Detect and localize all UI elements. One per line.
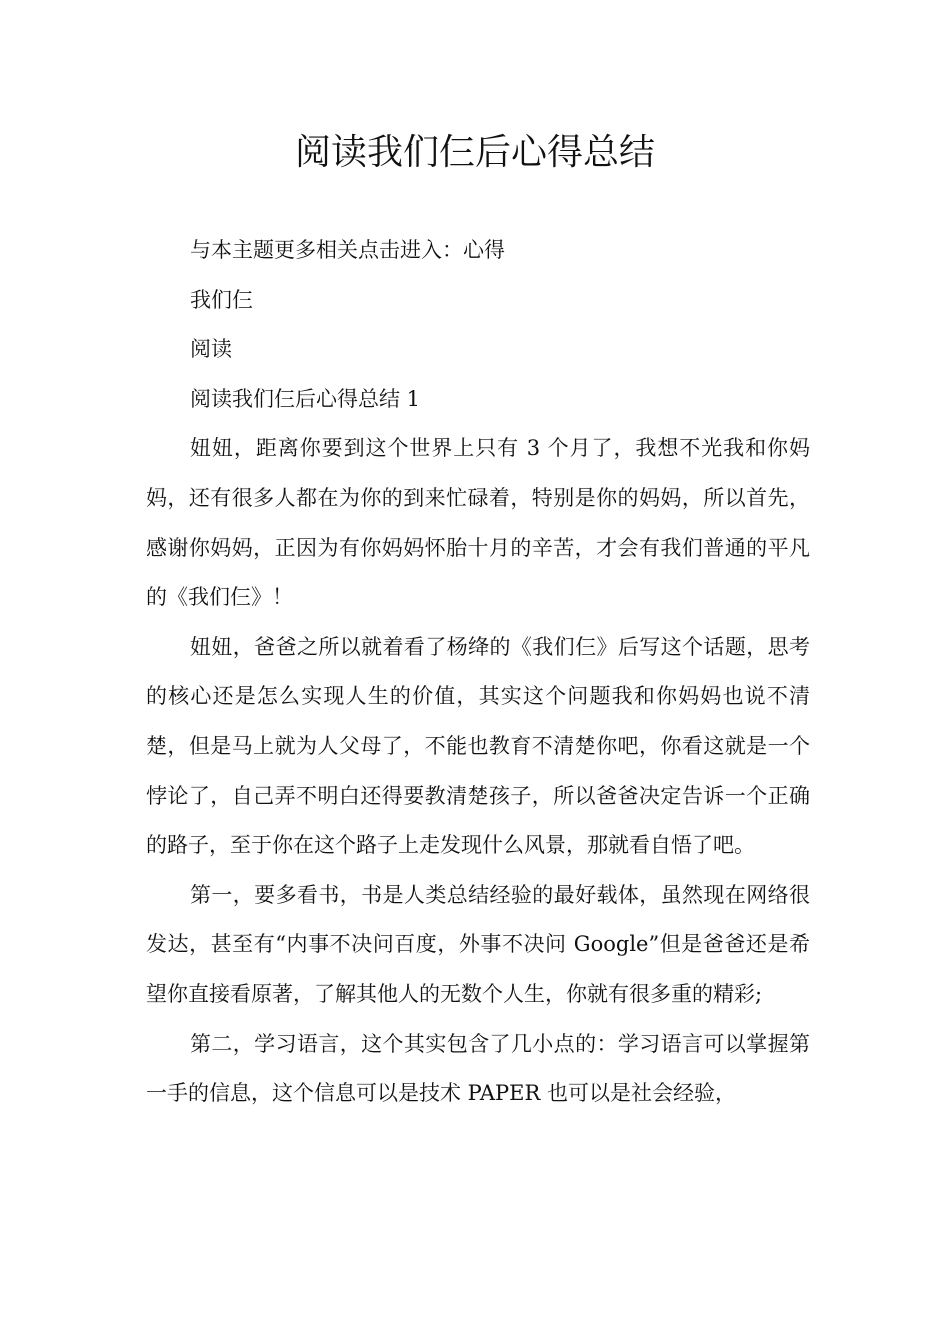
tag-line-reading: 阅读 (190, 337, 232, 362)
document-title: 阅读我们仨后心得总结 (294, 132, 655, 173)
body-paragraph: 第一，要多看书，书是人类总结经验的最好载体，虽然现在网络很发达，甚至有“内事不决问百度，外事不决问 Google”但是爸爸还是希望你直接看原著，了解其他人的无数个人生，你就有很多重的精彩; (146, 882, 810, 1006)
section-heading: 阅读我们仨后心得总结 1 (190, 386, 421, 411)
body-paragraph: 妞妞，爸爸之所以就着看了杨绛的《我们仨》后写这个话题，思考的核心还是怎么实现人生的价值，其实这个问题我和你妈妈也说不清楚，但是马上就为人父母了，不能也教育不清楚你吧，你看这就是一个悖论了，自己弄不明白还得要教清楚孩子，所以爸爸决定告诉一个正确的路子，至于你在这个路子上走发现什么风景，那就看自悟了吧。 (146, 634, 810, 858)
body-paragraph: 妞妞，距离你要到这个世界上只有 3 个月了，我想不光我和你妈妈，还有很多人都在为你的到来忙碌着，特别是你的妈妈，所以首先，感谢你妈妈，正因为有你妈妈怀胎十月的辛苦，才会有我们普通的平凡的《我们仨》！ (146, 436, 810, 610)
body-paragraph: 第二，学习语言，这个其实包含了几小点的：学习语言可以掌握第一手的信息，这个信息可以是技术 PAPER 也可以是社会经验， (146, 1031, 810, 1106)
related-topics-line: 与本主题更多相关点击进入：心得 (190, 238, 505, 262)
tag-line-book: 我们仨 (190, 287, 253, 312)
document-body (146, 226, 810, 1119)
